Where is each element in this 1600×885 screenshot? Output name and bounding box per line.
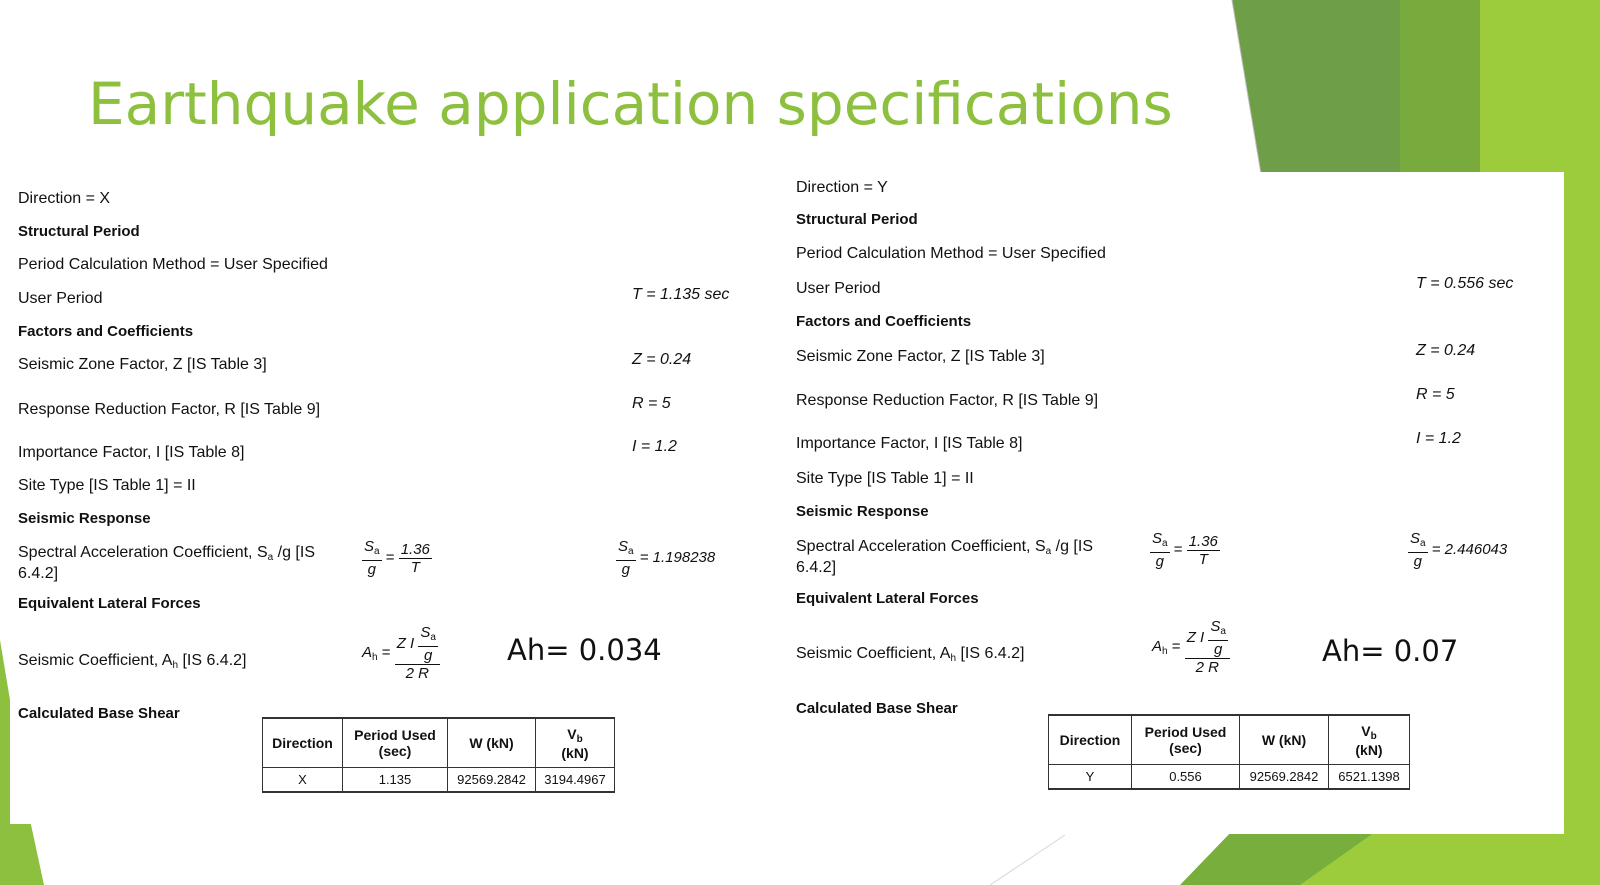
left-spec-panel bbox=[10, 172, 780, 824]
base-shear-table bbox=[1048, 714, 1410, 790]
col-weight: W (kN) bbox=[448, 718, 536, 768]
cell-weight: 92569.2842 bbox=[1240, 765, 1329, 790]
cell-base-shear: 3194.4967 bbox=[536, 768, 615, 793]
factors-heading: Factors and Coefficients bbox=[796, 313, 972, 330]
direction-y: Direction = Y bbox=[796, 179, 888, 196]
right-spec-panel bbox=[778, 172, 1564, 834]
table-row bbox=[263, 768, 615, 793]
col-weight: W (kN) bbox=[1240, 715, 1329, 765]
cell-direction: Y bbox=[1049, 765, 1132, 790]
structural-period-heading: Structural Period bbox=[18, 223, 140, 240]
reduction-factor-label: Response Reduction Factor, R [IS Table 9] bbox=[18, 401, 321, 418]
seismic-coefficient-formula: $A_h$ = Z I $\frac{S_a}{g}$ 2 R bbox=[1152, 618, 1230, 676]
structural-period-heading: Structural Period bbox=[796, 211, 918, 228]
user-period-value: T = 0.556 sec bbox=[1416, 275, 1514, 292]
ah-value: Ah= 0.07 bbox=[1322, 634, 1459, 668]
base-shear-heading: Calculated Base Shear bbox=[18, 705, 180, 722]
period-method: Period Calculation Method = User Specified bbox=[796, 245, 1106, 262]
decor-thin-line-bottom bbox=[990, 835, 1065, 885]
zone-factor-value: Z = 0.24 bbox=[1416, 342, 1476, 359]
equivalent-lateral-forces-heading: Equivalent Lateral Forces bbox=[796, 590, 979, 607]
cell-direction: X bbox=[263, 768, 343, 793]
reduction-factor-value: R = 5 bbox=[1416, 386, 1455, 403]
site-type: Site Type [IS Table 1] = II bbox=[796, 470, 974, 487]
importance-factor-label: Importance Factor, I [IS Table 8] bbox=[796, 435, 1023, 452]
reduction-factor-label: Response Reduction Factor, R [IS Table 9] bbox=[796, 392, 1099, 409]
zone-factor-label: Seismic Zone Factor, Z [IS Table 3] bbox=[18, 356, 267, 373]
col-period-used: Period Used (sec) bbox=[1132, 715, 1240, 765]
spectral-label-ref: 6.4.2] bbox=[796, 559, 837, 576]
seismic-coefficient-label: Seismic Coefficient, $A_h$ [IS 6.4.2] bbox=[796, 645, 1025, 664]
user-period-value: T = 1.135 sec bbox=[632, 286, 730, 303]
seismic-response-heading: Seismic Response bbox=[796, 503, 929, 520]
ah-value: Ah= 0.034 bbox=[507, 633, 662, 667]
zone-factor-label: Seismic Zone Factor, Z [IS Table 3] bbox=[796, 348, 1045, 365]
spectral-value: $\frac{S_a}{g}$ = 2.446043 bbox=[1410, 530, 1508, 570]
seismic-response-heading: Seismic Response bbox=[18, 510, 151, 527]
spectral-value: $\frac{S_a}{g}$ = 1.198238 bbox=[618, 538, 716, 578]
spectral-label: Spectral Acceleration Coefficient, $S_a$ /g [IS bbox=[796, 538, 1093, 557]
spectral-label: Spectral Acceleration Coefficient, $S_a$ /g [IS bbox=[18, 544, 315, 563]
spectral-formula: $\frac{S_a}{g}$ = $\frac{1.36}{T}$ bbox=[364, 538, 430, 578]
col-direction: Direction bbox=[1049, 715, 1132, 765]
base-shear-heading: Calculated Base Shear bbox=[796, 700, 958, 717]
spectral-formula: $\frac{S_a}{g}$ = $\frac{1.36}{T}$ bbox=[1152, 530, 1218, 570]
seismic-coefficient-label: Seismic Coefficient, $A_h$ [IS 6.4.2] bbox=[18, 652, 247, 671]
col-base-shear: $V_b$ (kN) bbox=[536, 718, 615, 768]
cell-base-shear: 6521.1398 bbox=[1329, 765, 1410, 790]
period-method: Period Calculation Method = User Specified bbox=[18, 256, 328, 273]
table-row bbox=[1049, 765, 1410, 790]
user-period-label: User Period bbox=[796, 280, 881, 297]
seismic-coefficient-formula: $A_h$ = Z I $\frac{S_a}{g}$ 2 R bbox=[362, 624, 440, 682]
user-period-label: User Period bbox=[18, 290, 103, 307]
col-period-used: Period Used (sec) bbox=[343, 718, 448, 768]
cell-period: 1.135 bbox=[343, 768, 448, 793]
reduction-factor-value: R = 5 bbox=[632, 395, 671, 412]
col-base-shear: $V_b$ (kN) bbox=[1329, 715, 1410, 765]
importance-factor-value: I = 1.2 bbox=[632, 438, 677, 455]
zone-factor-value: Z = 0.24 bbox=[632, 351, 692, 368]
factors-heading: Factors and Coefficients bbox=[18, 323, 194, 340]
importance-factor-value: I = 1.2 bbox=[1416, 430, 1461, 447]
site-type: Site Type [IS Table 1] = II bbox=[18, 477, 196, 494]
base-shear-table bbox=[262, 717, 615, 793]
direction-x: Direction = X bbox=[18, 190, 111, 207]
cell-period: 0.556 bbox=[1132, 765, 1240, 790]
slide-title: Earthquake application specifications bbox=[88, 70, 1173, 138]
equivalent-lateral-forces-heading: Equivalent Lateral Forces bbox=[18, 595, 201, 612]
spectral-label-ref: 6.4.2] bbox=[18, 565, 59, 582]
cell-weight: 92569.2842 bbox=[448, 768, 536, 793]
importance-factor-label: Importance Factor, I [IS Table 8] bbox=[18, 444, 245, 461]
col-direction: Direction bbox=[263, 718, 343, 768]
table-header-row bbox=[1049, 715, 1410, 765]
table-header-row bbox=[263, 718, 615, 768]
